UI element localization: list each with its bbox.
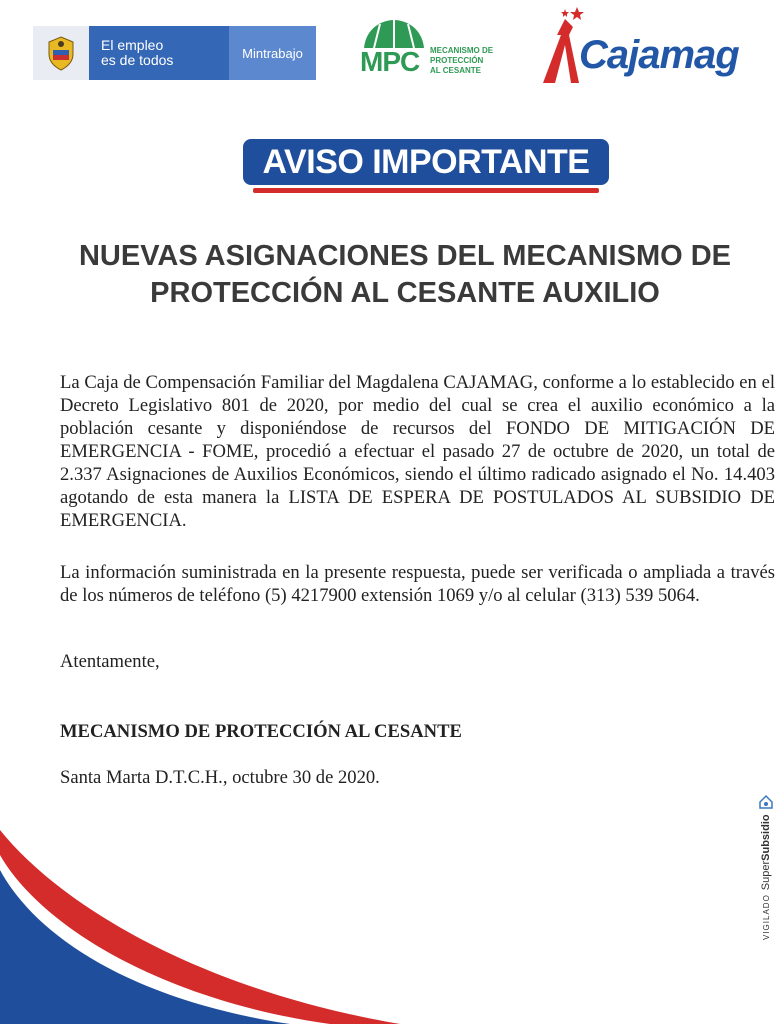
- cajamag-wordmark: Cajamag: [579, 33, 739, 77]
- gov-slogan-line2: es de todos: [101, 52, 174, 68]
- main-title-line1: NUEVAS ASIGNACIONES DEL MECANISMO DE: [78, 240, 732, 272]
- aviso-box: [243, 139, 609, 185]
- mpc-logo: [360, 18, 500, 84]
- aviso-underline: [253, 188, 599, 193]
- main-title: [30, 238, 780, 312]
- super-label: Super: [760, 860, 772, 891]
- supersubsidio-house-icon: [758, 794, 774, 810]
- aviso-text: AVISO IMPORTANTE: [262, 142, 590, 181]
- mpc-letters: MPC: [360, 46, 420, 77]
- cajamag-logo: [535, 5, 780, 87]
- body-paragraph-1: La Caja de Compensación Familiar del Magdalena CAJAMAG, conforme a lo establecido en el Decreto Legislativo 801 de 2020, por medio del cual se crea el auxilio económico a la población cesante y disponiéndose de recursos del FONDO DE MITIGACIÓN DE EMERGENCIA - FOME, procedió a efectuar el pasado 27 de octubre de 2020, un total de 2.337 Asignaciones de Auxilios Económicos, siendo el último radicado asignado el No. 14.403 agotando de esta manera la LISTA DE ESPERA DE POSTULADOS AL SUBSIDIO DE EMERGENCIA.: [60, 372, 775, 531]
- mpc-subtitle: [430, 46, 500, 76]
- main-title-line2: PROTECCIÓN AL CESANTE AUXILIO: [150, 277, 660, 309]
- coat-of-arms-icon: [33, 26, 89, 80]
- aviso-banner: [243, 139, 609, 194]
- gov-ministry: Mintrabajo: [229, 26, 316, 80]
- mpc-sub-line1: MECANISMO DE: [430, 46, 494, 55]
- mpc-sub-line2: PROTECCIÓN: [430, 56, 484, 65]
- place-date: Santa Marta D.T.C.H., octubre 30 de 2020.: [60, 767, 380, 788]
- vigilado-supersubsidio: [758, 740, 774, 940]
- cajamag-figure-icon: [535, 5, 585, 87]
- gov-banner: [33, 26, 316, 80]
- closing-text: Atentamente,: [60, 651, 160, 672]
- gov-slogan: [89, 26, 229, 80]
- gov-slogan-line1: El empleo: [101, 37, 164, 53]
- mpc-sub-line3: AL CESANTE: [430, 66, 481, 75]
- signature: MECANISMO DE PROTECCIÓN AL CESANTE: [60, 721, 462, 742]
- body-paragraph-2: La información suministrada en la presente respuesta, puede ser verificada o ampliada a través de los números de teléfono (5) 4217900 extensión 1069 y/o al celular (313) 539 5064.: [60, 562, 775, 606]
- vigilado-label: VIGILADO: [761, 894, 771, 940]
- subsidio-label: Subsidio: [760, 814, 772, 861]
